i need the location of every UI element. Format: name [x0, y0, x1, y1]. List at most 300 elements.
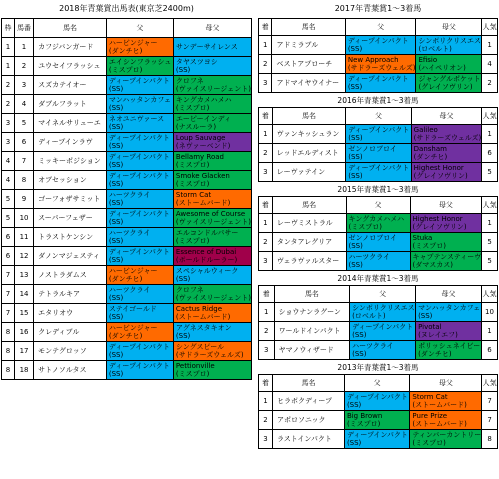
sire-cell [106, 95, 173, 114]
dam-sire-line: (ナスルーラ) [175, 123, 217, 131]
dam-sire-cell [173, 133, 251, 152]
sire-line: (サドラーズウェルズ) [347, 64, 416, 72]
dam-sire-name: Bellamy Road [175, 153, 224, 161]
waku-cell: 3 [2, 133, 15, 152]
sire-name: マンハッタンカフェ [108, 96, 172, 104]
header-name: 馬名 [272, 375, 344, 392]
umaban-cell: 10 [14, 209, 33, 228]
dam-sire-name: シングスピール [175, 343, 225, 351]
waku-cell: 5 [2, 190, 15, 209]
result-row [259, 55, 498, 74]
sire-cell [346, 233, 410, 252]
sire-name: ゼンノロブロイ [348, 145, 397, 153]
sire-cell [106, 57, 173, 76]
horse-name-cell: ヴェラヴァルスター [272, 252, 346, 271]
header-sire: 父 [345, 19, 416, 36]
header-sire: 父 [106, 19, 173, 38]
sire-cell [344, 392, 409, 411]
sire-line: (SS) [108, 256, 124, 264]
entry-row [2, 209, 252, 228]
place-cell: 2 [259, 411, 273, 430]
result-row [259, 144, 498, 163]
popularity-cell: 1 [482, 36, 498, 55]
sire-line: (ダンチヒ) [108, 47, 143, 55]
dam-sire-line: (ミスプロ) [175, 237, 210, 245]
dam-sire-line: (サドラーズウェルズ) [175, 351, 244, 359]
sire-name: ハービンジャー [108, 267, 158, 275]
waku-cell: 4 [2, 152, 15, 171]
horse-name-cell: テトラルキア [34, 285, 107, 304]
header-sire: 父 [350, 286, 416, 303]
dam-sire-line: (ダンチヒ) [413, 153, 448, 161]
entry-body [2, 38, 252, 380]
horse-name-cell: ミッキーポジション [34, 152, 107, 171]
waku-cell: 6 [2, 247, 15, 266]
place-cell: 3 [259, 341, 275, 360]
umaban-cell: 7 [14, 152, 33, 171]
sire-name: ゼンノロブロイ [348, 234, 398, 242]
entry-table [1, 18, 252, 380]
horse-name-cell: レッドエルディスト [272, 144, 346, 163]
popularity-cell: 1 [482, 125, 498, 144]
sire-name: ディープインパクト [352, 323, 414, 331]
section-title: 2016年青葉賞1〜3着馬 [337, 96, 419, 105]
horse-name-cell: スーパーフェザー [34, 209, 107, 228]
horse-name-cell: クレディブル [34, 323, 107, 342]
dam-sire-name: キングカメハメハ [175, 96, 232, 104]
dam-sire-name: Highest Honor [413, 164, 464, 172]
dam-sire-line: (ハイペリオン) [418, 64, 466, 72]
place-cell: 3 [259, 430, 273, 449]
dam-sire-cell [411, 125, 482, 144]
sire-line: (SS) [108, 180, 124, 188]
header-place: 着 [259, 19, 272, 36]
umaban-cell: 6 [14, 133, 33, 152]
dam-sire-line: (SS) [418, 312, 433, 320]
dam-sire-name: Pettionville [175, 362, 215, 370]
horse-name-cell: ラストインパクト [272, 430, 344, 449]
dam-sire-name: エルコンドルパサー [175, 229, 239, 237]
dam-sire-cell [416, 341, 482, 360]
place-cell: 1 [259, 214, 273, 233]
dam-sire-cell [173, 285, 251, 304]
horse-name-cell: エタリオウ [34, 304, 107, 323]
umaban-cell: 5 [14, 114, 33, 133]
sire-line: (SS) [352, 331, 367, 339]
dam-sire-line: (ヴァイスリージェント) [175, 294, 251, 302]
sire-cell [106, 323, 173, 342]
sire-name: ハーツクライ [348, 253, 390, 261]
sire-line: (SS) [346, 401, 362, 409]
sire-name: ディープインパクト [108, 77, 170, 85]
entry-row [2, 152, 252, 171]
dam-sire-cell [173, 228, 251, 247]
sire-cell [106, 114, 173, 133]
dam-sire-name: エーピーインディ [175, 115, 232, 123]
dam-sire-cell [173, 76, 251, 95]
header-place: 着 [259, 108, 273, 125]
dam-sire-line: (サドラーズウェルズ) [413, 134, 482, 142]
sire-line: (SS) [108, 294, 124, 302]
header-popularity: 人気 [482, 286, 498, 303]
section-title: 2013年青葉賞1〜3着馬 [337, 363, 419, 372]
entry-row [2, 247, 252, 266]
dam-sire-cell [416, 322, 482, 341]
sire-cell [106, 342, 173, 361]
sire-cell [345, 74, 416, 93]
sire-name: Big Brown [346, 412, 383, 420]
dam-sire-line: (ミスプロ) [175, 180, 210, 188]
result-row [259, 303, 498, 322]
dam-sire-name: Loup Sauvage [175, 134, 226, 142]
header-popularity: 人気 [482, 197, 498, 214]
header-sire: 父 [344, 375, 409, 392]
dam-sire-line: (グレイソヴリン) [413, 172, 468, 180]
header-popularity: 人気 [482, 19, 498, 36]
sire-line: (SS) [108, 351, 124, 359]
horse-name-cell: サトノソルタス [34, 361, 107, 380]
place-cell: 1 [259, 36, 272, 55]
sire-line: (SS) [348, 242, 363, 250]
sire-line: (SS) [348, 134, 363, 142]
dam-sire-cell [173, 304, 251, 323]
sire-name: ハービンジャー [108, 39, 158, 47]
header-name: 馬名 [272, 19, 345, 36]
horse-name-cell: レーヴァテイン [272, 163, 346, 182]
header-popularity: 人気 [482, 108, 498, 125]
sire-cell [344, 411, 409, 430]
dam-sire-cell [410, 214, 482, 233]
dam-sire-name: クロフネ [175, 77, 204, 85]
entry-row [2, 57, 252, 76]
popularity-cell: 8 [482, 430, 498, 449]
sire-name: ハーツクライ [108, 191, 151, 199]
sire-cell [346, 163, 411, 182]
sire-cell [345, 55, 416, 74]
sire-cell [345, 36, 416, 55]
results-header-row [259, 19, 498, 36]
umaban-cell: 18 [14, 361, 33, 380]
dam-sire-name: ジャングルポケット [418, 75, 481, 83]
waku-cell: 7 [2, 266, 15, 285]
sire-name: ディープインパクト [108, 153, 170, 161]
dam-sire-cell [173, 266, 251, 285]
dam-sire-name: アグネスタキオン [175, 324, 232, 332]
waku-cell: 2 [2, 95, 15, 114]
header-sire: 父 [346, 108, 411, 125]
dam-sire-cell [173, 247, 251, 266]
horse-name-cell: ベストアプローチ [272, 55, 345, 74]
popularity-cell: 1 [482, 214, 498, 233]
header-popularity: 人気 [482, 375, 498, 392]
place-cell: 1 [259, 303, 275, 322]
dam-sire-line: (ミスプロ) [175, 104, 210, 112]
dam-sire-line: (ダマスカス) [412, 261, 453, 269]
entry-row [2, 361, 252, 380]
sire-name: ディープインパクト [108, 343, 170, 351]
dam-sire-cell [173, 209, 251, 228]
dam-sire-cell [173, 152, 251, 171]
umaban-cell: 14 [14, 285, 33, 304]
dam-sire-name: Storm Cat [175, 191, 212, 199]
dam-sire-line: (ミスプロ) [175, 161, 210, 169]
sire-name: New Approach [347, 56, 399, 64]
header-name: 馬名 [272, 197, 346, 214]
results-panel [258, 0, 498, 449]
dam-sire-name: Stuka [412, 234, 433, 242]
header-waku: 枠 [2, 19, 15, 38]
dam-sire-line: (ミスプロ) [412, 242, 446, 250]
horse-name-cell: アドマイヤウイナー [272, 74, 345, 93]
sire-cell [346, 144, 411, 163]
dam-sire-name: Cactus Ridge [175, 305, 223, 313]
dam-sire-line: (ボールドルーラー) [175, 256, 238, 264]
dam-sire-name: ティンバーカントリー [412, 431, 482, 439]
sire-line: (ロベルト) [352, 312, 386, 320]
waku-cell: 7 [2, 285, 15, 304]
header-dam-sire: 母父 [416, 19, 482, 36]
horse-name-cell: カフジバンガード [34, 38, 107, 57]
waku-cell: 8 [2, 342, 15, 361]
dam-sire-line: (ミスプロ) [412, 439, 446, 447]
sire-cell [106, 152, 173, 171]
sire-line: (SS) [108, 313, 124, 321]
popularity-cell: 10 [482, 303, 498, 322]
waku-cell: 6 [2, 228, 15, 247]
sire-line: (ミスプロ) [346, 420, 381, 428]
dam-sire-line: (グレイソヴリン) [412, 223, 467, 231]
entry-row [2, 304, 252, 323]
sire-cell [106, 133, 173, 152]
sire-cell [350, 303, 416, 322]
result-row [259, 392, 498, 411]
result-row [259, 36, 498, 55]
header-dam-sire: 母父 [416, 286, 482, 303]
header-place: 着 [259, 286, 275, 303]
popularity-cell: 5 [482, 252, 498, 271]
dam-sire-cell [173, 190, 251, 209]
dam-sire-name: Smoke Glacken [175, 172, 230, 180]
umaban-cell: 16 [14, 323, 33, 342]
sire-line: (ミスプロ) [108, 66, 143, 74]
sire-cell [106, 361, 173, 380]
sire-line: (SS) [108, 218, 124, 226]
dam-sire-cell [410, 252, 482, 271]
entry-row [2, 133, 252, 152]
dam-sire-cell [410, 233, 482, 252]
section-title: 2014年青葉賞1〜3着馬 [337, 274, 419, 283]
entry-title: 2018年青葉賞出馬表(東京芝2400m) [59, 4, 194, 13]
umaban-cell: 4 [14, 95, 33, 114]
horse-name-cell: ユウセイフラッシュ [34, 57, 107, 76]
dam-sire-cell [173, 114, 251, 133]
popularity-cell: 1 [482, 322, 498, 341]
dam-sire-cell [173, 171, 251, 190]
sire-cell [106, 171, 173, 190]
sire-line: (SS) [348, 172, 363, 180]
sire-name: ディープインパクト [108, 362, 170, 370]
entry-row [2, 76, 252, 95]
header-place: 着 [259, 375, 273, 392]
dam-sire-cell [410, 430, 482, 449]
dam-sire-name: Awesome of Course [175, 210, 246, 218]
sire-cell [106, 228, 173, 247]
place-cell: 2 [259, 144, 273, 163]
umaban-cell: 17 [14, 342, 33, 361]
dam-sire-name: Pivotal [418, 323, 442, 331]
place-cell: 3 [259, 74, 272, 93]
popularity-cell: 4 [482, 55, 498, 74]
sire-name: ハーツクライ [108, 229, 151, 237]
dam-sire-name: シンボリクリスエス [418, 37, 481, 45]
sire-line: (ダンチヒ) [108, 332, 143, 340]
waku-cell: 2 [2, 76, 15, 95]
results-table [258, 285, 498, 360]
results-table [258, 196, 498, 271]
sire-cell [106, 209, 173, 228]
sire-name: キングカメハメハ [348, 215, 405, 223]
header-sire: 父 [346, 197, 410, 214]
waku-cell: 5 [2, 209, 15, 228]
sire-cell [346, 252, 410, 271]
header-dam-sire: 母父 [173, 19, 251, 38]
dam-sire-line: (グレイソヴリン) [418, 83, 473, 91]
umaban-cell: 13 [14, 266, 33, 285]
sire-line: (SS) [108, 142, 124, 150]
entry-row [2, 95, 252, 114]
dam-sire-cell [411, 144, 482, 163]
result-row [259, 411, 498, 430]
dam-sire-line: (ストームバード) [175, 313, 231, 321]
waku-cell: 7 [2, 304, 15, 323]
place-cell: 3 [259, 252, 273, 271]
header-dam-sire: 母父 [410, 197, 482, 214]
results-header-row [259, 197, 498, 214]
results-table [258, 18, 498, 93]
result-row [259, 233, 498, 252]
header-dam-sire: 母父 [410, 375, 482, 392]
dam-sire-line: (ロベルト) [418, 45, 452, 53]
sire-name: シンボリクリスエス [352, 304, 415, 312]
entry-row [2, 38, 252, 57]
popularity-cell: 7 [482, 392, 498, 411]
place-cell: 1 [259, 392, 273, 411]
sire-name: ディープインパクト [108, 210, 170, 218]
dam-sire-name: クロフネ [175, 286, 204, 294]
dam-sire-line: (ストームバード) [175, 199, 231, 207]
place-cell: 2 [259, 322, 275, 341]
section-title: 2017年青葉賞1〜3着馬 [334, 4, 422, 13]
entry-row [2, 266, 252, 285]
sire-name: ネオユニヴァース [108, 115, 165, 123]
result-row [259, 74, 498, 93]
sire-name: ディープインパクト [108, 248, 170, 256]
popularity-cell: 6 [482, 144, 498, 163]
dam-sire-name: キャプテンスティーヴ [412, 253, 482, 261]
dam-sire-cell [416, 36, 482, 55]
sire-line: (SS) [108, 123, 124, 131]
dam-sire-name: Pure Prize [412, 412, 448, 420]
horse-name-cell: ショウナンラグーン [274, 303, 350, 322]
popularity-cell: 7 [482, 411, 498, 430]
dam-sire-line: (ストームバード) [412, 401, 467, 409]
result-row [259, 252, 498, 271]
header-umaban: 馬番 [14, 19, 33, 38]
sire-line: (ダンチヒ) [108, 275, 143, 283]
sire-line: (SS) [347, 45, 363, 53]
sire-name: ディープインパクト [346, 431, 408, 439]
sire-cell [344, 430, 409, 449]
sire-cell [350, 322, 416, 341]
dam-sire-line: (ダンチヒ) [418, 350, 452, 358]
horse-name-cell: ヒラボクディープ [272, 392, 344, 411]
horse-name-cell: ディープインラヴ [34, 133, 107, 152]
sire-name: ステイゴールド [108, 305, 157, 313]
result-row [259, 163, 498, 182]
entry-row [2, 285, 252, 304]
dam-sire-cell [416, 55, 482, 74]
waku-cell: 3 [2, 114, 15, 133]
dam-sire-cell [416, 303, 482, 322]
dam-sire-line: (ヴァイスリージェント) [175, 218, 251, 226]
waku-cell: 1 [2, 57, 15, 76]
place-cell: 3 [259, 163, 273, 182]
result-row [259, 214, 498, 233]
dam-sire-line: (ミスプロ) [175, 370, 210, 378]
sire-line: (SS) [348, 261, 363, 269]
umaban-cell: 12 [14, 247, 33, 266]
waku-cell: 8 [2, 323, 15, 342]
horse-name-cell: ダブルフラット [34, 95, 107, 114]
sire-line: (SS) [347, 83, 363, 91]
dam-sire-cell [411, 163, 482, 182]
dam-sire-cell [410, 392, 482, 411]
results-header-row [259, 375, 498, 392]
horse-name-cell: アポロソニック [272, 411, 344, 430]
dam-sire-line: (SS) [175, 275, 191, 283]
dam-sire-cell [173, 342, 251, 361]
sire-name: エイシンフラッシュ [108, 58, 172, 66]
sire-line: (ミスプロ) [348, 223, 382, 231]
dam-sire-name: タヤスツヨシ [175, 58, 218, 66]
sire-line: (SS) [346, 439, 362, 447]
dam-sire-line: (ヌレイエフ) [418, 331, 458, 339]
umaban-cell: 15 [14, 304, 33, 323]
result-row [259, 125, 498, 144]
waku-cell: 4 [2, 171, 15, 190]
sire-line: (SS) [348, 153, 363, 161]
dam-sire-name: サンデーサイレンス [175, 43, 238, 51]
results-header-row [259, 286, 498, 303]
sire-name: ディープインパクト [348, 164, 410, 172]
umaban-cell: 8 [14, 171, 33, 190]
sire-cell [350, 341, 416, 360]
results-table [258, 374, 498, 449]
sire-line: (SS) [352, 350, 367, 358]
horse-name-cell: モンテグロッソ [34, 342, 107, 361]
dam-sire-name: Galileo [413, 126, 438, 134]
horse-name-cell: レーヴミストラル [272, 214, 346, 233]
entry-row [2, 171, 252, 190]
sire-cell [106, 190, 173, 209]
dam-sire-name: Highest Honor [412, 215, 463, 223]
popularity-cell: 5 [482, 233, 498, 252]
result-row [259, 341, 498, 360]
horse-name-cell: トラストケンシン [34, 228, 107, 247]
dam-sire-cell [416, 74, 482, 93]
sire-cell [106, 285, 173, 304]
sire-name: ディープインパクト [108, 172, 170, 180]
